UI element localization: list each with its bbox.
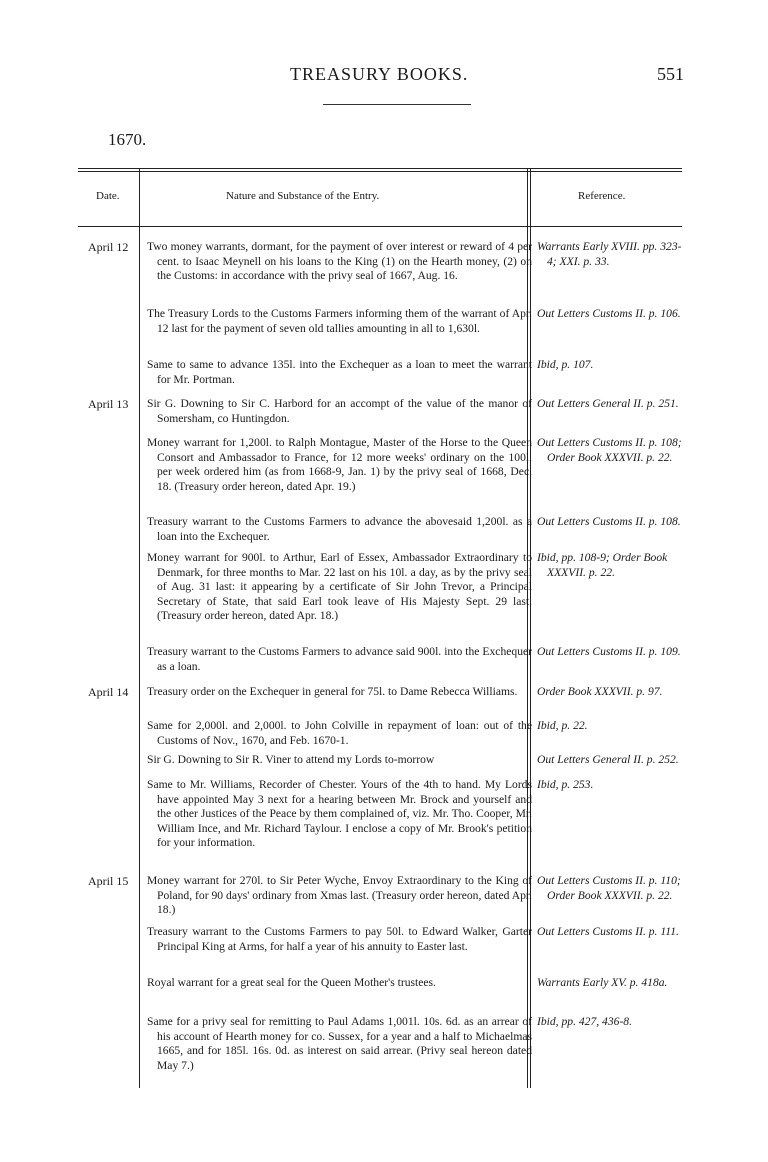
entry-date: April 12 bbox=[88, 240, 129, 254]
entry-text: Money warrant for 270l. to Sir Peter Wyche, Envoy Extraordinary to the King of Poland, for 90 days' ordinary from Xmas last. (Treasury order hereon, dated Apr. 18.) bbox=[147, 874, 532, 917]
header-rule bbox=[323, 104, 471, 105]
entry-reference: Ibid, p. 22. bbox=[537, 719, 588, 732]
entry-reference: Order Book XXXVII. p. 97. bbox=[537, 685, 663, 698]
column-header-nature: Nature and Substance of the Entry. bbox=[226, 190, 380, 202]
table-top-rule-inner bbox=[78, 171, 682, 172]
entries-table bbox=[78, 168, 682, 1088]
entry-reference: Out Letters General II. p. 252. bbox=[537, 753, 679, 766]
page-header bbox=[0, 64, 768, 94]
entry-reference: Out Letters Customs II. p. 106. bbox=[537, 307, 681, 320]
entry-reference: Out Letters Customs II. p. 109. bbox=[537, 645, 681, 658]
entry-text: Money warrant for 900l. to Arthur, Earl of Essex, Ambassador Extraordinary to Denmark, for three months to Mar. 22 last on his 10l. a day, as by the privy seal of Aug. 31 last: it appearing by a certificate of Sir John Trevor, a Principal Secretary of State, that said Earl took leave of His Majesty Sept. 29 last. (Treasury order hereon, dated Apr. 18.) bbox=[147, 551, 532, 623]
entry-text: Treasury warrant to the Customs Farmers to advance said 900l. into the Exchequer as a loan. bbox=[147, 645, 532, 673]
entry-text: Royal warrant for a great seal for the Queen Mother's trustees. bbox=[147, 976, 436, 989]
entry-reference: Out Letters Customs II. p. 111. bbox=[537, 925, 679, 938]
entry-text: Treasury order on the Exchequer in general for 75l. to Dame Rebecca Williams. bbox=[147, 685, 518, 698]
entry-text: Same to same to advance 135l. into the Exchequer as a loan to meet the warrant for Mr. Portman. bbox=[147, 358, 532, 386]
entry-date: April 14 bbox=[88, 685, 129, 699]
entry-text: Treasury warrant to the Customs Farmers to pay 50l. to Edward Walker, Garter Principal King at Arms, for half a year of his annuity to Easter last. bbox=[147, 925, 532, 953]
column-divider-date bbox=[139, 168, 140, 1088]
entry-reference: Warrants Early XV. p. 418a. bbox=[537, 976, 668, 989]
year-heading: 1670. bbox=[108, 130, 147, 149]
table-header-rule bbox=[78, 226, 682, 227]
entry-reference: Out Letters Customs II. p. 108; Order Book XXXVII. p. 22. bbox=[537, 436, 682, 464]
column-header-date: Date. bbox=[96, 190, 120, 202]
entry-reference: Warrants Early XVIII. pp. 323-4; XXI. p. 33. bbox=[537, 240, 682, 268]
entry-reference: Out Letters General II. p. 251. bbox=[537, 397, 679, 410]
entry-text: Same to Mr. Williams, Recorder of Chester. Yours of the 4th to hand. My Lords have appointed May 3 next for a hearing between Mr. Brock and yourself and the other Justices of the Peace by them complained of, viz. Mr. Tho. Cooper, Mr. William Ince, and Mr. Richard Taylour. I enclose a copy of Mr. Brook's petition for your information. bbox=[147, 778, 532, 850]
entry-text: Two money warrants, dormant, for the payment of over interest or reward of 4 per cent. to Isaac Meynell on his loans to the King (1) on the Hearth money, (2) on the Customs: in accordance with the privy seal of 1667, Aug. 16. bbox=[147, 240, 532, 283]
entry-reference: Ibid, p. 107. bbox=[537, 358, 594, 371]
entry-text: The Treasury Lords to the Customs Farmers informing them of the warrant of Apr. 12 last for the payment of seven old tallies amounting in all to 1,630l. bbox=[147, 307, 532, 335]
entry-text: Sir G. Downing to Sir C. Harbord for an accompt of the value of the manor of Somersham, co Huntingdon. bbox=[147, 397, 532, 425]
entry-text: Money warrant for 1,200l. to Ralph Montague, Master of the Horse to the Queen Consort and Ambassador to France, for 12 more weeks' ordinary on the 100l. per week ordered him (as from 1668-9, Jan. 1) by the privy seal of 1668, Dec. 18. (Treasury order hereon, dated Apr. 19.) bbox=[147, 436, 532, 493]
column-header-reference: Reference. bbox=[578, 190, 626, 202]
entry-reference: Ibid, p. 253. bbox=[537, 778, 594, 791]
entry-date: April 13 bbox=[88, 397, 129, 411]
entry-text: Same for 2,000l. and 2,000l. to John Colville in repayment of loan: out of the Customs of Nov., 1670, and Feb. 1670-1. bbox=[147, 719, 532, 747]
entry-text: Treasury warrant to the Customs Farmers to advance the abovesaid 1,200l. as a loan into the Exchequer. bbox=[147, 515, 532, 543]
entry-date: April 15 bbox=[88, 874, 129, 888]
entry-text: Sir G. Downing to Sir R. Viner to attend my Lords to-morrow bbox=[147, 753, 435, 766]
entry-reference: Ibid, pp. 427, 436-8. bbox=[537, 1015, 632, 1028]
entry-text: Same for a privy seal for remitting to Paul Adams 1,001l. 10s. 6d. as an arrear of his account of Hearth money for co. Sussex, for a year and a half to Michaelmas 1665, and for 185l. 16s. 0d. as interest on said arrear. (Privy seal hereon dated May 7.) bbox=[147, 1015, 532, 1072]
table-top-rule bbox=[78, 168, 682, 169]
entry-reference: Out Letters Customs II. p. 110; Order Book XXXVII. p. 22. bbox=[537, 874, 681, 902]
page-number: 551 bbox=[657, 64, 684, 84]
entry-reference: Ibid, pp. 108-9; Order Book XXXVII. p. 22. bbox=[537, 551, 668, 579]
entry-reference: Out Letters Customs II. p. 108. bbox=[537, 515, 681, 528]
running-title: TREASURY BOOKS. bbox=[290, 64, 469, 84]
